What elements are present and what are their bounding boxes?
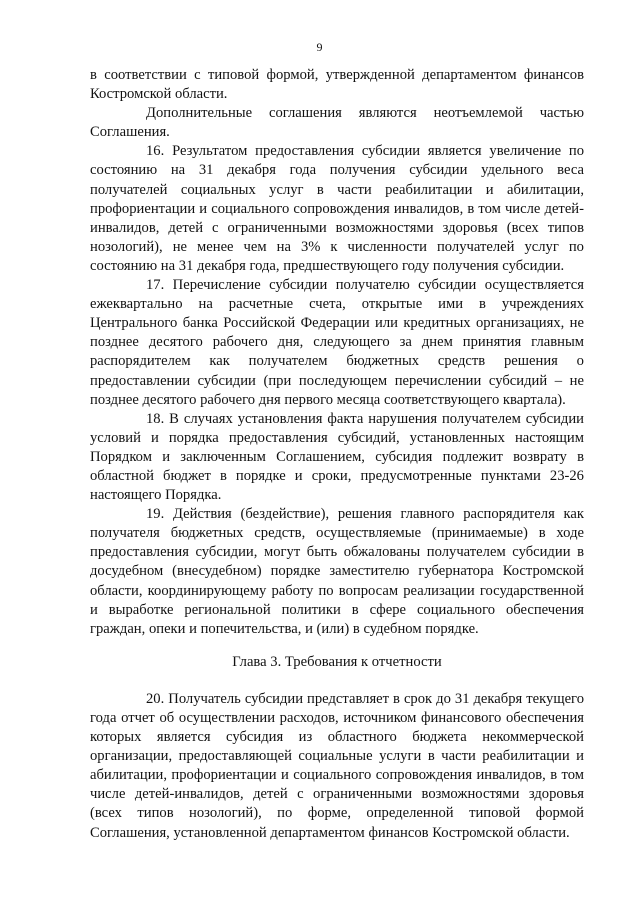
paragraph-16: 16. Результатом предоставления субсидии является увеличение по состоянию на 31 декабря года получения субсидии удельного веса получателей социальных услуг в части реабилитации и абилитации, профориентации и социального сопровождения инвалидов, в том числе детей-инвалидов, детей с ограниченными возможностями здоровья (всех типов нозологий), не менее чем на 3% к численности получателей услуг по состоянию на 31 декабря года, предшествующего году получения субсидии. xyxy=(90,143,584,274)
paragraph-20: 20. Получатель субсидии представляет в срок до 31 декабря текущего года отчет об осуществлении расходов, источником финансового обеспечения которых является субсидия из областного бюджета некоммерческой организации, предоставляющей социальные услуги в части реабилитации и абилитации, профориентации и социального сопровождения инвалидов, в том числе детей-инвалидов, детей с ограниченными возможностями здоровья (всех типов нозологий), по форме, определенной типовой формой Соглашения, установленной департаментом финансов Костромской области. xyxy=(90,690,584,841)
paragraph-continuation: в соответствии с типовой формой, утвержденной департаментом финансов Костромской области. xyxy=(90,67,584,103)
chapter-heading: Глава 3. Требования к отчетности xyxy=(232,653,442,670)
paragraph-18: 18. В случаях установления факта нарушения получателем субсидии условий и порядка предоставления субсидий, установленных настоящим Порядком и заключенным Соглашением, субсидия подлежит возврату в областной бюджет в порядке и сроки, предусмотренные пунктами 23-26 настоящего Порядка. xyxy=(90,410,584,504)
paragraph-19: 19. Действия (бездействие), решения главного распорядителя как получателя бюджетных средств, осуществляемые (принимаемые) в ходе предоставления субсидии, могут быть обжалованы получателем субсидии в досудебном (внесудебном) порядке заместителю губернатора Костромской области, координирующему работу по вопросам реализации государственной и выработке региональной политики в сфере социального обеспечения граждан, опеки и попечительства, и (или) в судебном порядке. xyxy=(90,506,584,637)
document-body xyxy=(90,66,584,843)
page-number: 9 xyxy=(316,40,323,54)
paragraph-additional-agreements: Дополнительные соглашения являются неотъемлемой частью Соглашения. xyxy=(90,105,584,141)
paragraph-17: 17. Перечисление субсидии получателю субсидии осуществляется ежеквартально на расчетные счета, открытые ими в учреждениях Центрального банка Российской Федерации или кредитных организациях, не позднее десятого рабочего дня, следующего за днем принятия главным распорядителем как получателем бюджетных средств решения о предоставлении субсидии (при последующем перечислении субсидий – не позднее десятого рабочего дня первого месяца соответствующего квартала). xyxy=(90,277,584,408)
